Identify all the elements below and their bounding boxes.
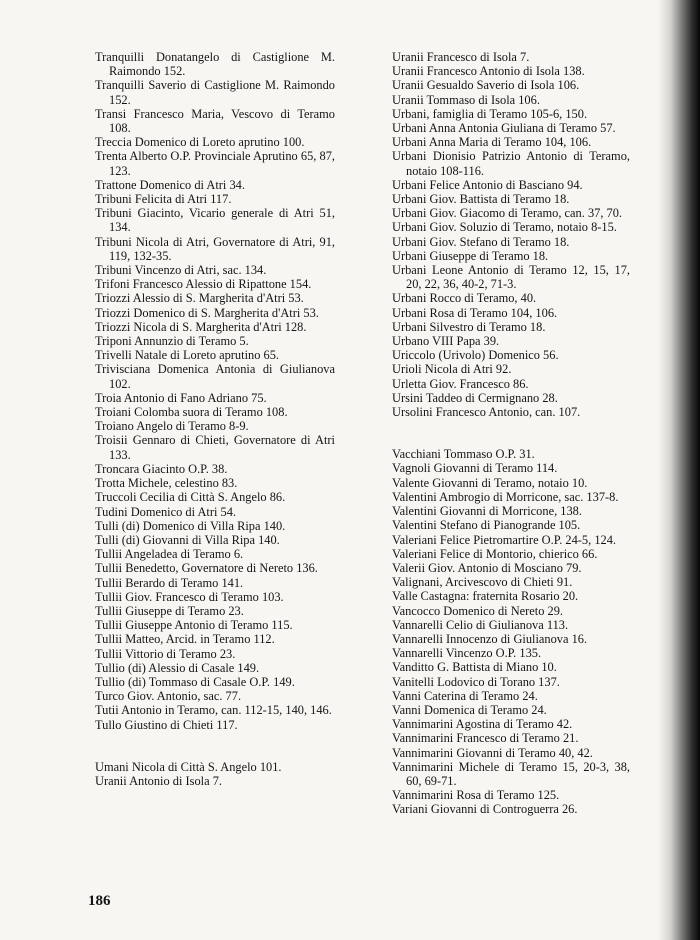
index-entry: Urbani Felice Antonio di Basciano 94. xyxy=(392,177,583,192)
index-entry: Uranii Tommaso di Isola 106. xyxy=(392,92,540,107)
index-section-t xyxy=(95,50,335,732)
index-column-right xyxy=(392,50,630,817)
index-entry: Triozzi Nicola di S. Margherita d'Atri 128. xyxy=(95,319,307,334)
index-entry: Valignani, Arcivescovo di Chieti 91. xyxy=(392,575,573,590)
index-entry: Valerii Giov. Antonio di Mosciano 79. xyxy=(392,560,582,575)
index-entry: Vanitelli Lodovico di Torano 137. xyxy=(392,674,560,689)
index-entry: Tullo Giustino di Chieti 117. xyxy=(95,717,238,732)
index-entry: Vagnoli Giovanni di Teramo 114. xyxy=(392,461,558,476)
index-entry: Tranquilli Saverio di Castiglione M. Raimondo 152. xyxy=(95,78,335,107)
index-entry: Urletta Giov. Francesco 86. xyxy=(392,376,529,391)
index-section-u xyxy=(392,50,630,419)
index-entry: Turco Giov. Antonio, sac. 77. xyxy=(95,689,242,704)
index-entry: Vannarelli Vincenzo O.P. 135. xyxy=(392,646,542,661)
index-entry: Uranii Antonio di Isola 7. xyxy=(95,773,222,788)
index-entry: Vannimarini Michele di Teramo 15, 20-3, 38, 60, 69-71. xyxy=(392,759,630,788)
index-entry: Uranii Gesualdo Saverio di Isola 106. xyxy=(392,78,580,93)
index-entry: Uranii Francesco di Isola 7. xyxy=(392,50,530,64)
index-entry: Urbani, famiglia di Teramo 105-6, 150. xyxy=(392,106,588,121)
index-entry: Tribuni Vincenzo di Atri, sac. 134. xyxy=(95,263,267,278)
index-entry: Triozzi Domenico di S. Margherita d'Atri 53. xyxy=(95,305,319,320)
index-entry: Urbani Rosa di Teramo 104, 106. xyxy=(392,305,558,320)
index-entry: Tutii Antonio in Teramo, can. 112-15, 140, 146. xyxy=(95,703,332,718)
index-entry: Troia Antonio di Fano Adriano 75. xyxy=(95,390,267,405)
index-entry: Urbani Giov. Giacomo di Teramo, can. 37, 70. xyxy=(392,206,623,221)
index-entry: Uranii Francesco Antonio di Isola 138. xyxy=(392,64,585,79)
index-entry: Trivelli Natale di Loreto aprutino 65. xyxy=(95,348,279,363)
index-entry: Tullii Benedetto, Governatore di Nereto 136. xyxy=(95,561,318,576)
index-entry: Ursini Taddeo di Cermignano 28. xyxy=(392,390,558,405)
index-entry: Ursolini Francesco Antonio, can. 107. xyxy=(392,405,581,420)
index-entry: Truccoli Cecilia di Città S. Angelo 86. xyxy=(95,490,286,505)
index-entry: Valentini Giovanni di Morricone, 138. xyxy=(392,504,582,519)
index-entry: Tranquilli Donatangelo di Castiglione M. Raimondo 152. xyxy=(95,50,335,79)
index-entry: Triozzi Alessio di S. Margherita d'Atri 53. xyxy=(95,291,304,306)
index-section-v xyxy=(392,447,630,816)
index-entry: Tribuni Felicita di Atri 117. xyxy=(95,192,232,207)
index-entry: Tullii Giov. Francesco di Teramo 103. xyxy=(95,589,284,604)
index-entry: Tribuni Nicola di Atri, Governatore di Atri, 91, 119, 132-35. xyxy=(95,234,335,263)
index-entry: Vannimarini Francesco di Teramo 21. xyxy=(392,731,579,746)
index-entry: Vannarelli Innocenzo di Giulianova 16. xyxy=(392,631,588,646)
index-entry: Urbani Leone Antonio di Teramo 12, 15, 17, 20, 22, 36, 40-2, 71-3. xyxy=(392,263,630,292)
index-entry: Valeriani Felice Pietromartire O.P. 24-5, 124. xyxy=(392,532,617,547)
index-entry: Vanditto G. Battista di Miano 10. xyxy=(392,660,557,675)
index-entry: Trattone Domenico di Atri 34. xyxy=(95,177,245,192)
index-entry: Valentini Ambrogio di Morricone, sac. 137-8. xyxy=(392,489,619,504)
index-entry: Vanni Domenica di Teramo 24. xyxy=(392,702,547,717)
index-entry: Vannimarini Agostina di Teramo 42. xyxy=(392,717,573,732)
index-entry: Valentini Stefano di Pianogrande 105. xyxy=(392,518,581,533)
index-entry: Tullii Angeladea di Teramo 6. xyxy=(95,547,244,562)
index-entry: Vannarelli Celio di Giulianova 113. xyxy=(392,617,569,632)
page-number: 186 xyxy=(88,893,111,909)
index-entry: Urbano VIII Papa 39. xyxy=(392,334,500,349)
index-entry: Tullii Berardo di Teramo 141. xyxy=(95,575,244,590)
index-entry: Uriccolo (Urivolo) Domenico 56. xyxy=(392,348,559,363)
index-entry: Vancocco Domenico di Nereto 29. xyxy=(392,603,563,618)
index-entry: Urioli Nicola di Atri 92. xyxy=(392,362,512,377)
index-entry: Transi Francesco Maria, Vescovo di Teramo 108. xyxy=(95,106,335,136)
index-entry: Umani Nicola di Città S. Angelo 101. xyxy=(95,759,282,774)
index-entry: Urbani Rocco di Teramo, 40. xyxy=(392,291,537,306)
index-column-left xyxy=(95,50,335,788)
index-entry: Urbani Anna Maria di Teramo 104, 106. xyxy=(392,135,592,150)
index-entry: Valeriani Felice di Montorio, chierico 66. xyxy=(392,546,598,561)
index-entry: Tudini Domenico di Atri 54. xyxy=(95,504,237,519)
index-entry: Troiani Colomba suora di Teramo 108. xyxy=(95,405,288,420)
index-entry: Troiano Angelo di Teramo 8-9. xyxy=(95,419,249,434)
index-entry: Vannimarini Rosa di Teramo 125. xyxy=(392,788,560,803)
index-entry: Vannimarini Giovanni di Teramo 40, 42. xyxy=(392,745,593,760)
index-entry: Tulli (di) Giovanni di Villa Ripa 140. xyxy=(95,532,280,547)
index-entry: Urbani Giov. Stefano di Teramo 18. xyxy=(392,234,570,249)
index-entry: Triponi Annunzio di Teramo 5. xyxy=(95,334,249,349)
index-entry: Urbani Dionisio Patrizio Antonio di Teramo, notaio 108-116. xyxy=(392,149,630,178)
index-entry: Trotta Michele, celestino 83. xyxy=(95,476,238,491)
index-entry: Vacchiani Tommaso O.P. 31. xyxy=(392,447,535,462)
index-entry: Urbani Giuseppe di Teramo 18. xyxy=(392,248,549,263)
index-entry: Tullii Giuseppe Antonio di Teramo 115. xyxy=(95,618,293,633)
index-entry: Trifoni Francesco Alessio di Ripattone 154. xyxy=(95,277,312,292)
index-entry: Trivisciana Domenica Antonia di Giulianova 102. xyxy=(95,362,335,391)
index-entry: Variani Giovanni di Controguerra 26. xyxy=(392,802,578,817)
index-entry: Troncara Giacinto O.P. 38. xyxy=(95,461,228,476)
index-entry: Troisii Gennaro di Chieti, Governatore di Atri 133. xyxy=(95,433,335,462)
book-spine-shadow xyxy=(658,0,700,940)
index-entry: Tulli (di) Domenico di Villa Ripa 140. xyxy=(95,518,286,533)
index-entry: Tullio (di) Tommaso di Casale O.P. 149. xyxy=(95,674,295,689)
index-entry: Tribuni Giacinto, Vicario generale di Atri 51, 134. xyxy=(95,206,335,235)
index-entry: Tullii Vittorio di Teramo 23. xyxy=(95,646,236,661)
index-entry: Valente Giovanni di Teramo, notaio 10. xyxy=(392,475,588,490)
index-entry: Urbani Giov. Battista di Teramo 18. xyxy=(392,192,570,207)
index-entry: Tullio (di) Alessio di Casale 149. xyxy=(95,660,260,675)
section-gap xyxy=(392,419,630,447)
index-entry: Urbani Anna Antonia Giuliana di Teramo 57. xyxy=(392,121,616,136)
index-entry: Urbani Silvestro di Teramo 18. xyxy=(392,319,546,334)
index-entry: Vanni Caterina di Teramo 24. xyxy=(392,688,538,703)
index-entry: Tullii Giuseppe di Teramo 23. xyxy=(95,603,244,618)
index-entry: Urbani Giov. Soluzio di Teramo, notaio 8-15. xyxy=(392,220,617,235)
index-entry: Treccia Domenico di Loreto aprutino 100. xyxy=(95,135,305,150)
index-section-u-start xyxy=(95,760,335,788)
index-entry: Trenta Alberto O.P. Provinciale Aprutino 65, 87, 123. xyxy=(95,149,335,178)
index-entry: Valle Castagna: fraternita Rosario 20. xyxy=(392,589,579,604)
index-entry: Tullii Matteo, Arcid. in Teramo 112. xyxy=(95,632,275,647)
section-gap xyxy=(95,732,335,760)
